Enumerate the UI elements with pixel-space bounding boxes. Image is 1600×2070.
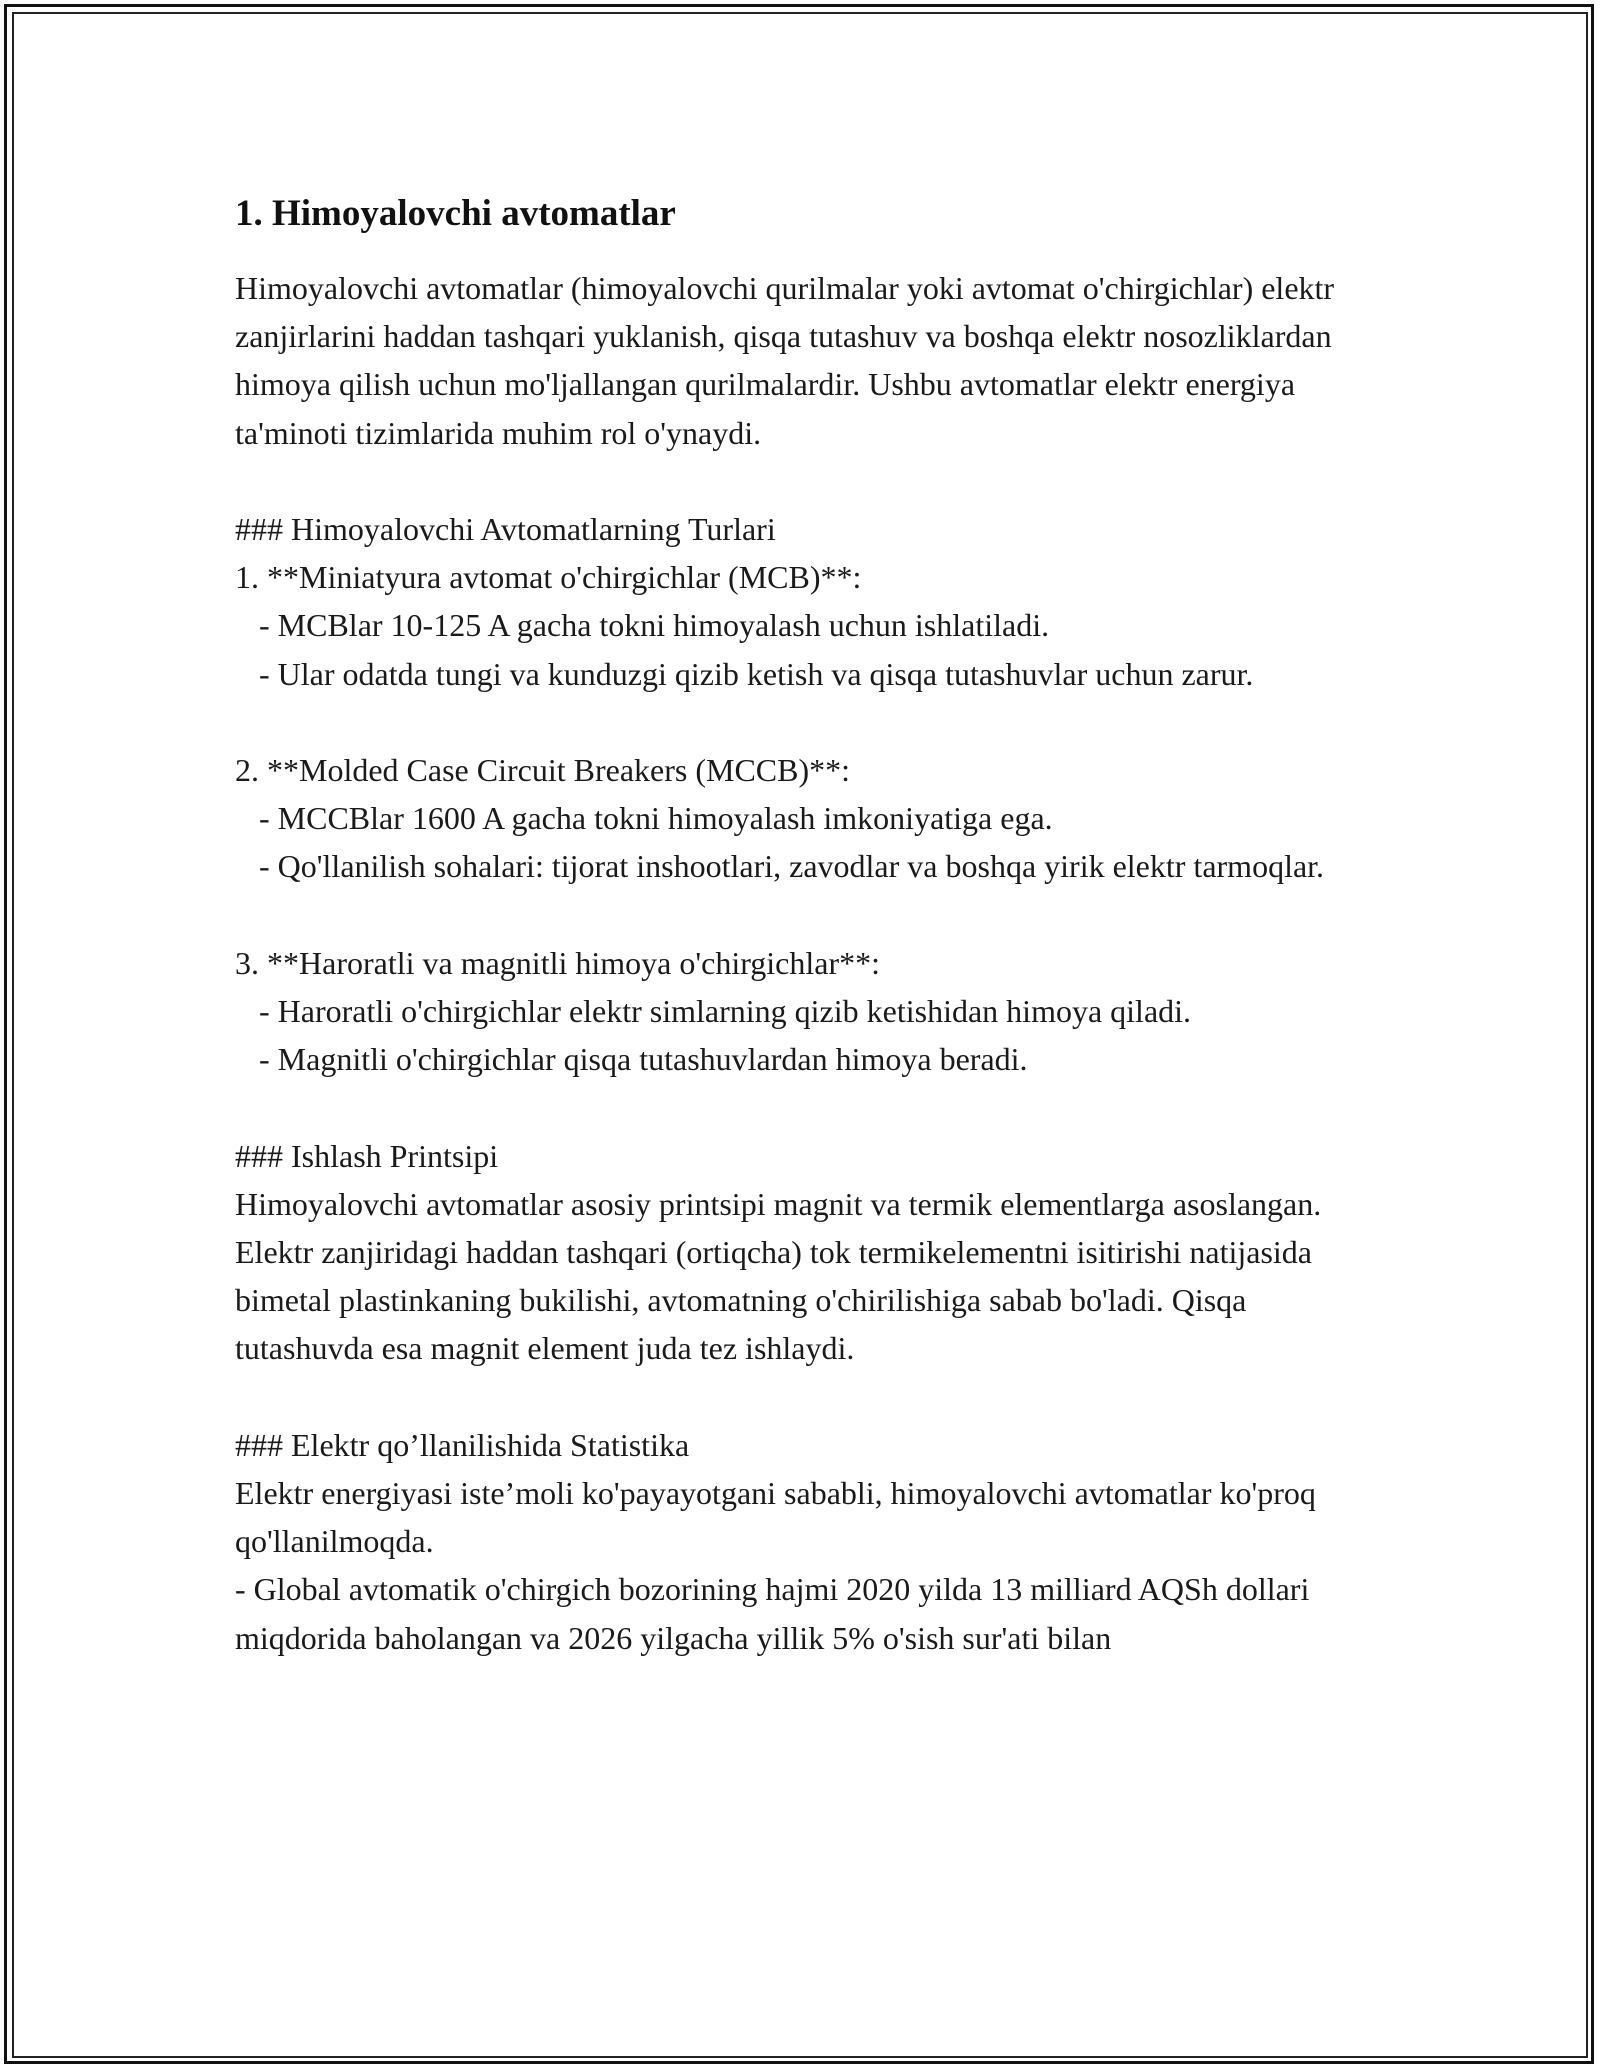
type-item-point: - Ular odatda tungi va kunduzgi qizib ketish va qisqa tutashuvlar uchun zarur. [235,655,1254,692]
type-item-point: - Magnitli o'chirgichlar qisqa tutashuvlardan himoya beradi. [235,1041,1028,1078]
document-title: 1. Himoyalovchi avtomatlar [235,193,676,234]
spacer [235,891,1385,939]
spacer [235,457,1385,505]
spacer [235,698,1385,746]
type-item-point: - MCBlar 10-125 A gacha tokni himoyalash uchun ishlatiladi. [235,607,1050,644]
principle-paragraph: Himoyalovchi avtomatlar asosiy printsipi magnit va termik elementlarga asoslangan. Elektr zanjiridagi haddan tashqari (ortiqcha) tok termikelementni isitirishi natijasida bimetal plastinkaning bukilishi, avtomatning o'chirilishiga sabab bo'ladi. Qisqa tutashuvda esa magnit element juda tez ishlaydi. [235,1185,1330,1367]
intro-paragraph: Himoyalovchi avtomatlar (himoyalovchi qurilmalar yoki avtomat o'chirgichlar) elektr zanjirlarini haddan tashqari yuklanish, qisqa tutashuv va boshqa elektr nosozliklardan himoya qilish uchun mo'ljallangan qurilmalardir. Ushbu avtomatlar elektr energiya ta'minoti tizimlarida muhim rol o'ynaydi. [235,270,1343,451]
type-item-title: 1. **Miniatyura avtomat o'chirgichlar (MCB)**: [235,559,862,596]
spacer [235,1083,1385,1131]
spacer [235,1373,1385,1421]
statistics-heading: ### Elektr qo’llanilishida Statistika [235,1426,690,1463]
document-body [235,186,1385,1662]
type-item-title: 2. **Molded Case Circuit Breakers (MCCB)**: [235,752,851,788]
type-item-point: - MCCBlar 1600 A gacha tokni himoyalash imkoniyatiga ega. [235,800,1053,837]
types-heading: ### Himoyalovchi Avtomatlarning Turlari [235,511,776,547]
type-item-point: - Haroratli o'chirgichlar elektr simlarning qizib ketishidan himoya qiladi. [235,993,1192,1029]
principle-heading: ### Ishlash Printsipi [235,1137,499,1174]
type-item-point: - Qo'llanilish sohalari: tijorat inshootlari, zavodlar va boshqa yirik elektr tarmoqlar. [235,848,1325,885]
statistics-bullet: - Global avtomatik o'chirgich bozorining hajmi 2020 yilda 13 milliard AQSh dollari miqdorida baholangan va 2026 yilgacha yillik 5% o'sish sur'ati bilan [235,1571,1318,1656]
type-item-title: 3. **Haroratli va magnitli himoya o'chirgichlar**: [235,944,881,981]
statistics-paragraph: Elektr energiyasi iste’moli ko'payayotgani sababli, himoyalovchi avtomatlar ko'proq qo'llanilmoqda. [235,1475,1324,1560]
